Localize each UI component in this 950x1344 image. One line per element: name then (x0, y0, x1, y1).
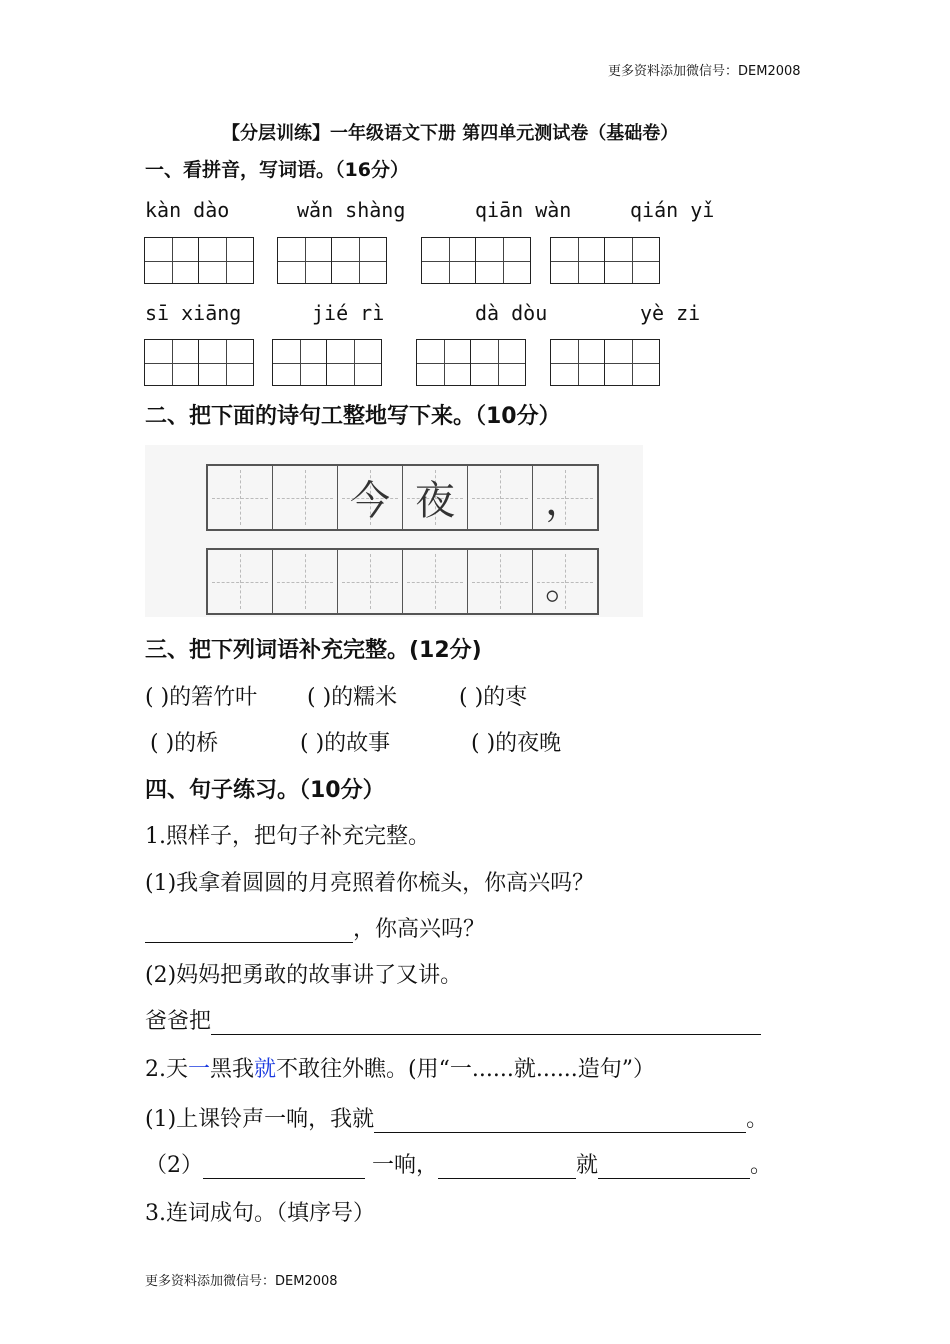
grid-cell[interactable] (273, 550, 338, 613)
writing-box[interactable] (550, 237, 660, 284)
writing-box[interactable] (416, 339, 526, 386)
grid-cell: 。 (533, 550, 597, 613)
grid-cell[interactable] (403, 550, 468, 613)
section-2-heading: 二、把下面的诗句工整地写下来。（10分） (145, 404, 561, 429)
pinyin: wǎn shàng (297, 198, 406, 222)
question-1: 1.照样子，把句子补充完整。 (145, 824, 430, 849)
grid-cell[interactable] (468, 466, 533, 529)
poem-grid-row-2 (206, 548, 599, 615)
section-1-heading: 一、看拼音，写词语。（16分） (145, 159, 409, 181)
answer-line[interactable] (203, 1153, 365, 1179)
answer-line-row: ，你高兴吗？ (145, 912, 485, 943)
question-2-1: (1)上课铃声一响，我就 。 (145, 1107, 769, 1132)
question-2: 2.天一黑我就不敢往外瞧。(用“一......就......造句”） (145, 1057, 656, 1082)
header-note: 更多资料添加微信号：DEM2008 (608, 64, 801, 79)
answer-line[interactable] (374, 1107, 746, 1133)
answer-line[interactable] (145, 917, 353, 943)
fill-item: ( )的故事 (300, 731, 391, 756)
grid-cell: 今 (338, 466, 403, 529)
question-2-2: （2） 一响， 就 。 (145, 1153, 773, 1178)
grid-cell: ， (533, 466, 597, 529)
pinyin: sī xiāng (145, 301, 242, 325)
section-4-heading: 四、句子练习。（10分） (145, 778, 385, 803)
answer-line[interactable] (438, 1153, 576, 1179)
fill-item: ( )的桥 (150, 731, 219, 756)
writing-box[interactable] (421, 237, 531, 284)
poem-grid-row-1 (206, 464, 599, 531)
pinyin: dà dòu (475, 301, 548, 325)
writing-box[interactable] (144, 237, 254, 284)
writing-box[interactable] (550, 339, 660, 386)
section-3-heading: 三、把下列词语补充完整。(12分) (145, 638, 482, 663)
question-1-2: (2)妈妈把勇敢的故事讲了又讲。 (145, 963, 463, 988)
fill-item: ( )的枣 (459, 685, 528, 710)
footer-note: 更多资料添加微信号：DEM2008 (145, 1274, 338, 1289)
pinyin: kàn dào (145, 198, 230, 222)
grid-cell[interactable] (208, 550, 273, 613)
writing-box[interactable] (272, 339, 382, 386)
pinyin: qián yǐ (630, 198, 715, 222)
pinyin: jié rì (312, 301, 385, 325)
writing-box[interactable] (277, 237, 387, 284)
question-1-1: (1)我拿着圆圆的月亮照着你梳头，你高兴吗？ (145, 871, 595, 896)
grid-cell: 夜 (403, 466, 468, 529)
fill-item: ( )的箬竹叶 (145, 685, 258, 710)
grid-cell[interactable] (338, 550, 403, 613)
answer-line-row: 爸爸把 (145, 1004, 761, 1035)
grid-cell[interactable] (208, 466, 273, 529)
pinyin: yè zi (640, 301, 701, 325)
page-title: 【分层训练】一年级语文下册 第四单元测试卷（基础卷） (222, 123, 679, 144)
pinyin: qiān wàn (475, 198, 572, 222)
writing-box[interactable] (144, 339, 254, 386)
fill-item: ( )的糯米 (307, 685, 398, 710)
answer-line[interactable] (211, 1009, 761, 1035)
grid-cell[interactable] (273, 466, 338, 529)
fill-item: ( )的夜晚 (471, 731, 562, 756)
grid-cell[interactable] (468, 550, 533, 613)
question-3: 3.连词成句。（填序号） (145, 1201, 375, 1226)
answer-line[interactable] (598, 1153, 750, 1179)
